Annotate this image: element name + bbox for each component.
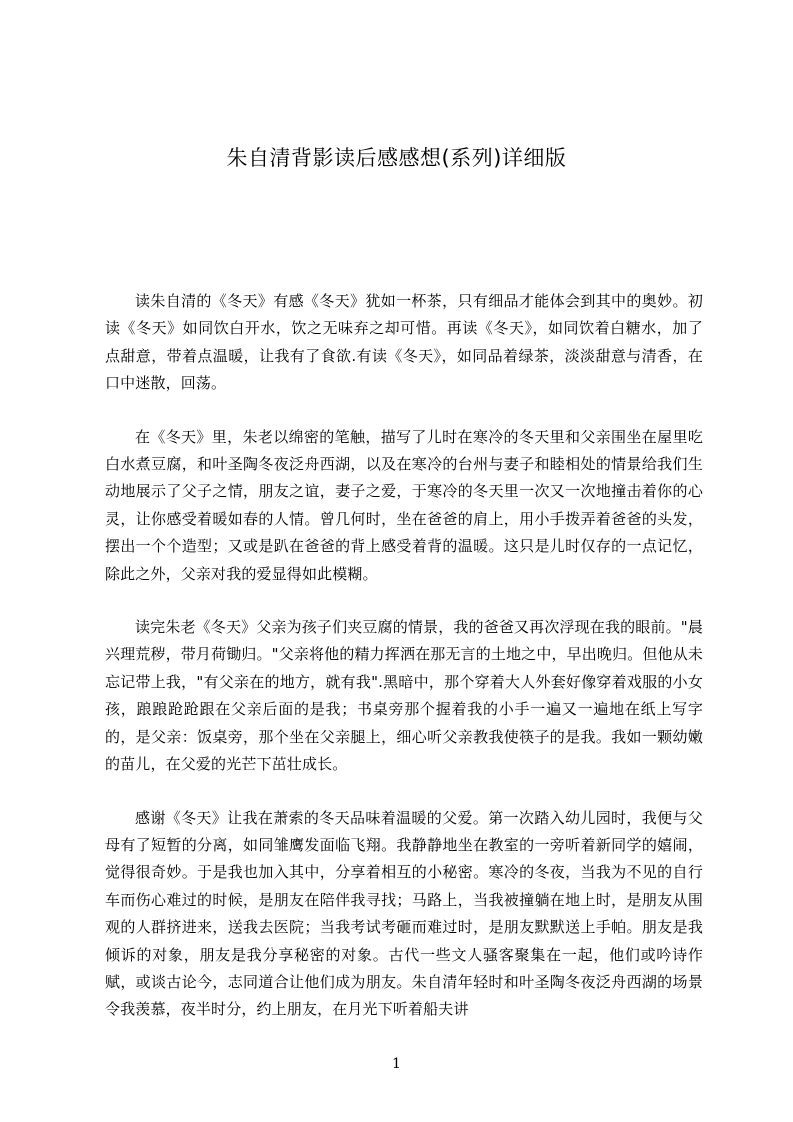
paragraph-2: 在《冬天》里，朱老以绵密的笔触，描写了儿时在寒冷的冬天里和父亲围坐在屋里吃白水煮豆腐，和叶圣陶冬夜泛舟西湖，以及在寒冷的台州与妻子和睦相处的情景给我们生动地展示了父子之情，朋友之谊，妻子之爱，于寒冷的冬天里一次又一次地撞击着你的心灵，让你感受着暖如春的人情。曾几何时，坐在爸爸的肩上，用小手拨弄着爸爸的头发，摆出一个个造型；又或是趴在爸爸的背上感受着背的温暖。这只是儿时仅存的一点记忆，除此之外，父亲对我的爱显得如此模糊。 [105,427,703,583]
paragraph-3: 读完朱老《冬天》父亲为孩子们夹豆腐的情景，我的爸爸又再次浮现在我的眼前。"晨兴理荒秽，带月荷锄归。"父亲将他的精力挥洒在那无言的土地之中，早出晚归。但他从未忘记带上我，"有父亲在的地方，就有我".黑暗中，那个穿着大人外套好像穿着戏服的小女孩，踉踉跄跄跟在父亲后面的是我；书桌旁那个握着我的小手一遍又一遍地在纸上写字的，是父亲：饭桌旁，那个坐在父亲腿上，细心听父亲教我使筷子的是我。我如一颗幼嫩的苗儿，在父爱的光芒下茁壮成长。 [105,618,703,774]
page-number: 1 [392,1056,401,1072]
document-body [105,288,703,1050]
paragraph-1: 读朱自清的《冬天》有感《冬天》犹如一杯茶，只有细品才能体会到其中的奥妙。初读《冬天》如同饮白开水，饮之无味弃之却可惜。再读《冬天》，如同饮着白糖水，加了点甜意，带着点温暖，让我有了食欲.有读《冬天》，如同品着绿茶，淡淡甜意与清香，在口中迷散，回荡。 [105,292,703,393]
document-title: 朱自清背影读后感感想(系列)详细版 [226,146,567,170]
paragraph-4: 感谢《冬天》让我在萧索的冬天品味着温暖的父爱。第一次踏入幼儿园时，我便与父母有了短暂的分离，如同雏鹰发面临飞翔。我静静地坐在教室的一旁听着新同学的嬉闹，觉得很奇妙。于是我也加入其中，分享着相互的小秘密。寒冷的冬夜，当我为不见的自行车而伤心难过的时候，是朋友在陪伴我寻找；马路上，当我被撞躺在地上时，是朋友从围观的人群挤进来，送我去医院；当我考试考砸而难过时，是朋友默默送上手帕。朋友是我倾诉的对象，朋友是我分享秘密的对象。古代一些文人骚客聚集在一起，他们或吟诗作赋，或谈古论今，志同道合让他们成为朋友。朱自清年轻时和叶圣陶冬夜泛舟西湖的场景令我羡慕，夜半时分，约上朋友，在月光下听着船夫讲 [105,808,703,1019]
